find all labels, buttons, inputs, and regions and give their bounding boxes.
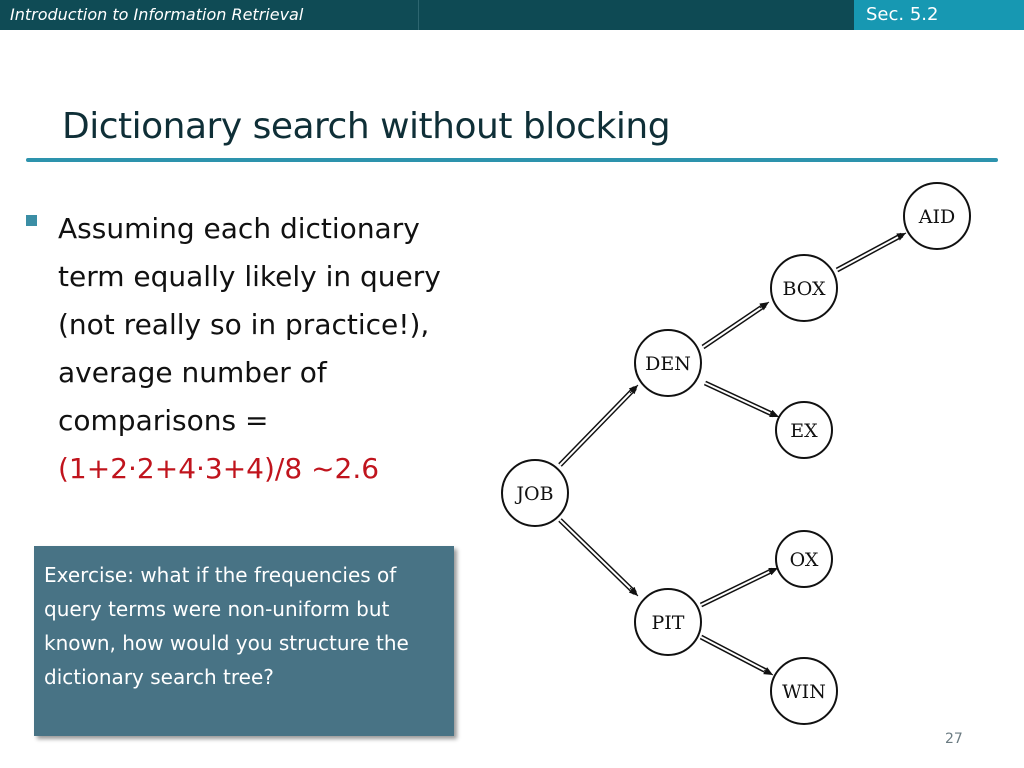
slide-title: Dictionary search without blocking (62, 106, 671, 147)
edge-job-pit (560, 520, 638, 596)
node-label-pit: PIT (651, 612, 685, 634)
tree-node-ox (776, 531, 832, 587)
node-label-box: BOX (782, 278, 826, 300)
node-label-win: WIN (782, 681, 826, 703)
tree-node-aid (904, 183, 970, 249)
node-label-ox: OX (789, 549, 819, 571)
node-label-aid: AID (918, 206, 956, 228)
section-badge (854, 0, 1024, 30)
tree-node-win (771, 658, 837, 724)
average-comparisons-formula: (1+2·2+4·3+4)/8 ~2.6 (58, 452, 380, 485)
bullet-body: Assuming each dictionary term equally likely in query (not really so in practice!), average number of comparisons = (58, 212, 441, 437)
tree-node-pit (635, 589, 701, 655)
bullet-text (58, 205, 468, 493)
tree-node-den (635, 330, 701, 396)
edge-pit-win (701, 637, 773, 675)
exercise-text: Exercise: what if the frequencies of query terms were non-uniform but known, how would you structure the dictionary search tree? (44, 563, 409, 689)
edge-job-den (560, 385, 638, 465)
node-label-ex: EX (790, 420, 818, 442)
section-label: Sec. 5.2 (866, 4, 939, 25)
title-underline (26, 158, 998, 162)
edge-den-box (703, 302, 769, 347)
header-bar-segment (418, 0, 855, 30)
edge-box-aid (837, 233, 906, 270)
edge-den-ex (705, 383, 779, 417)
tree-node-ex (776, 402, 832, 458)
node-label-den: DEN (645, 353, 691, 375)
dictionary-search-tree (490, 175, 990, 735)
course-title: Introduction to Information Retrieval (10, 5, 304, 24)
tree-edges (560, 233, 906, 675)
tree-node-box (771, 255, 837, 321)
tree-node-job (502, 460, 568, 526)
edge-pit-ox (701, 568, 778, 605)
exercise-box (34, 546, 454, 736)
square-bullet-icon (26, 215, 37, 226)
node-label-job: JOB (516, 483, 554, 505)
page-number: 27 (945, 731, 963, 747)
